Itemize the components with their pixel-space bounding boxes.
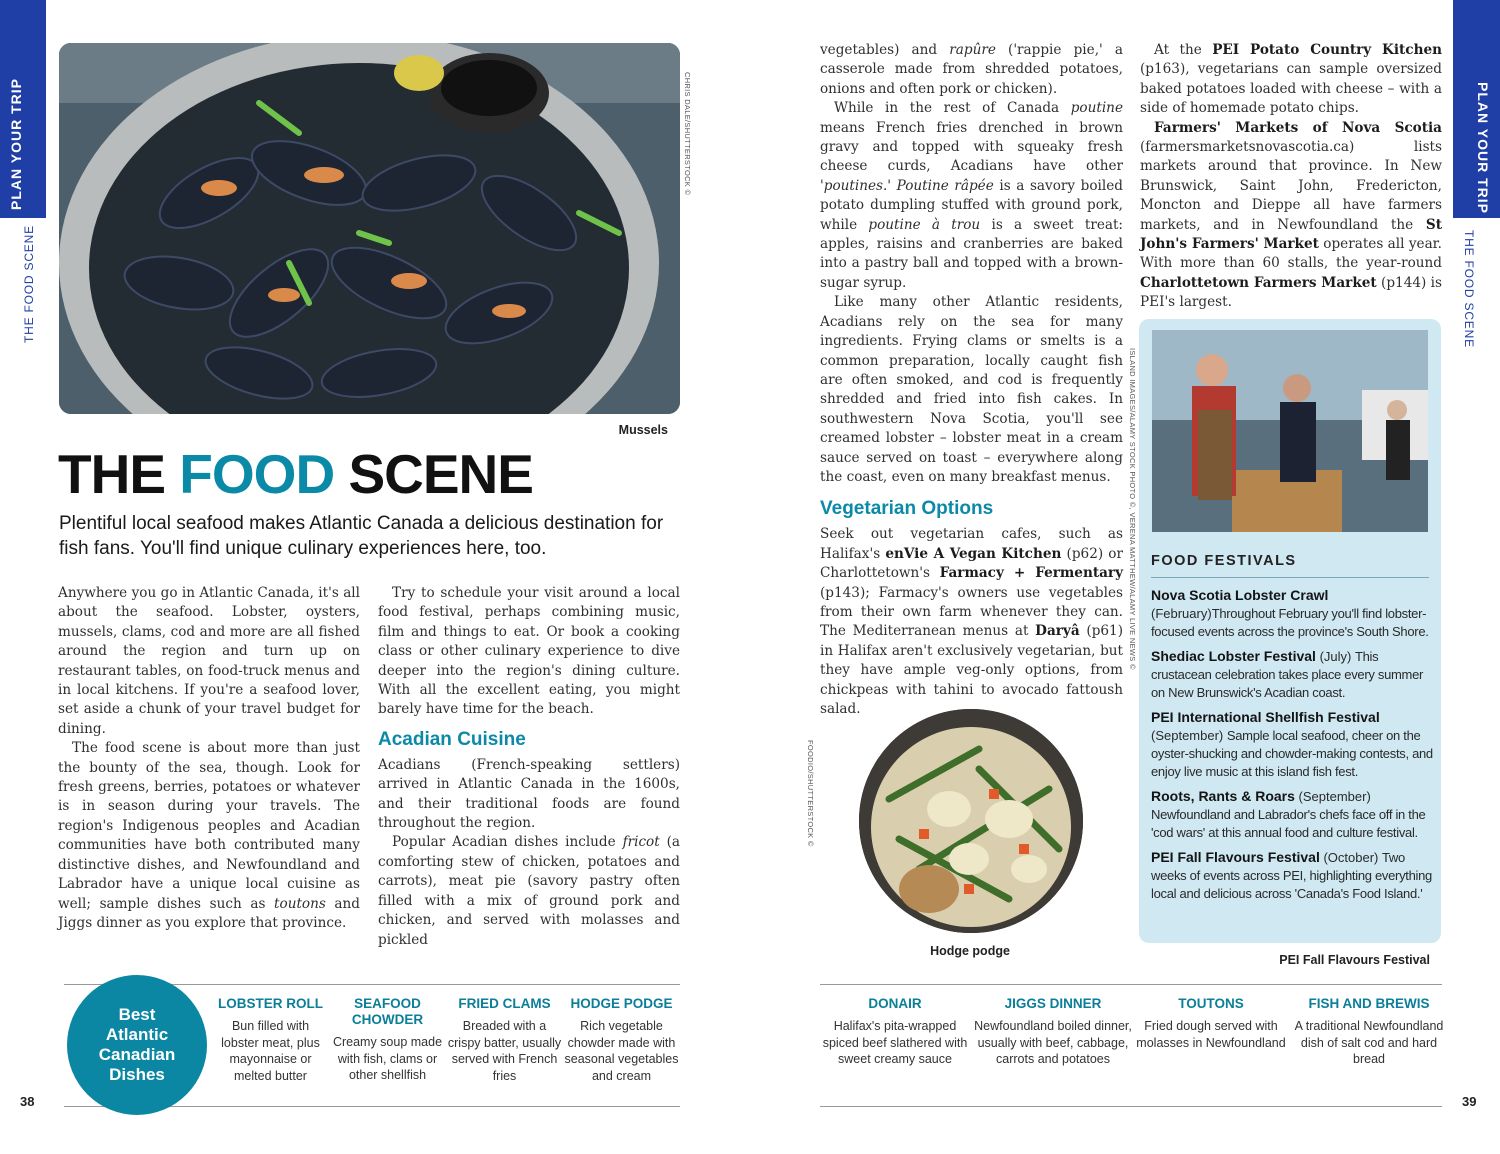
dish-item — [212, 996, 329, 1084]
col2-paragraph-1: Try to schedule your visit around a local food festival, perhaps combining music, film and things to eat. Or book a cooking class or other culinary experience to dive deeper into the region's dining culture. With all the excellent eating, you might barely have time for the beach. — [378, 585, 680, 718]
dish-name: LOBSTER ROLL — [218, 996, 323, 1011]
col1-paragraph-2: The food scene is about more than just the bounty of the sea, though. Look for fresh greens, berries, potatoes or whatever is in season during your travels. The region's Indigenous peoples and Acadian communities have both contributed many distinctive dishes, and Newfoundland and Labrador have a unique local cuisine as well; sample dishes such as toutons and Jiggs dinner as you explore that province. — [58, 740, 360, 931]
dish-description: Breaded with a crispy batter, usually served with French fries — [447, 1019, 562, 1083]
mussels-illustration — [59, 43, 680, 414]
dish-item — [1290, 996, 1448, 1068]
best-dishes-badge-text: Best Atlantic Canadian Dishes — [98, 1005, 176, 1084]
festival-when: (September) — [1294, 789, 1371, 804]
festival-photo — [1152, 330, 1428, 532]
dish-name: DONAIR — [868, 996, 922, 1011]
dish-description: Fried dough served with molasses in Newfoundland — [1136, 1019, 1286, 1050]
festival-when: (October) — [1319, 850, 1382, 865]
dish-item — [816, 996, 974, 1068]
dish-description: Rich vegetable chowder made with seasonal vegetables and cream — [564, 1019, 679, 1083]
col4-paragraph-2: Farmers' Markets of Nova Scotia (farmersmarketsnovascotia.ca) lists markets around that province. In New Brunswick, Saint John, Fredericton, Moncton and Dieppe all have farmers markets, and in Newfoundland the St John's Farmers' Market operates all year. With more than 60 stalls, the year-round Charlottetown Farmers Market (p144) is PEI's largest. — [1140, 119, 1442, 311]
hodge-podge-caption: Hodge podge — [930, 944, 1010, 958]
dish-item — [1132, 996, 1290, 1068]
col3-paragraph-3: Like many other Atlantic residents, Acadians rely on the sea for many ingredients. Frying clams or smelts is a common preparation, locally caught fish are often smoked, and cod is frequently shredded and fried into fish cakes. In southwestern Nova Scotia, you'll see creamed lobster – lobster meat in a cream sauce served on toast – everywhere along the coast, even on many breakfast menus. — [820, 294, 1123, 485]
dish-name: SEAFOOD CHOWDER — [351, 996, 424, 1027]
mussels-caption: Mussels — [618, 423, 668, 437]
dish-item — [329, 996, 446, 1084]
festival-item — [1151, 708, 1433, 781]
dish-item — [974, 996, 1132, 1068]
intro-text: Plentiful local seafood makes Atlantic Canada a delicious destination for fish fans. You'll find unique culinary experiences here, too. — [59, 513, 664, 559]
body-column-4 — [1140, 41, 1442, 313]
dish-name: JIGGS DINNER — [1004, 996, 1102, 1011]
festival-when: (February) — [1151, 606, 1212, 621]
mussels-photo-credit: CHRIS DALE/SHUTTERSTOCK © — [683, 72, 692, 196]
dish-description: Newfoundland boiled dinner, usually with beef, cabbage, carrots and potatoes — [974, 1019, 1132, 1066]
festival-description: Throughout February you'll find lobster-focused events across the province's South Shore. — [1151, 606, 1429, 639]
food-festivals-divider — [1151, 577, 1429, 578]
festival-name: PEI Fall Flavours Festival — [1151, 849, 1320, 865]
festival-illustration — [1152, 330, 1428, 532]
title-part-1: THE — [58, 443, 180, 505]
col1-paragraph-1: Anywhere you go in Atlantic Canada, it's all about the seafood. Lobster, oysters, mussels, clams, cod and more are all fished around the region and turn up on restaurant tables, on food-truck menus and in local kitchens. If you're a seafood lover, set aside a chunk of your travel budget for dining. — [58, 585, 360, 737]
page-number-right: 39 — [1462, 1094, 1477, 1109]
page-number-left: 38 — [20, 1094, 35, 1109]
festival-description: Two weeks of events across PEI, highlighting everything local and delicious across 'Canada's Food Island.' — [1151, 850, 1432, 901]
dish-name: HODGE PODGE — [570, 996, 673, 1011]
festival-description: This crustacean celebration takes place every summer on New Brunswick's Acadian coast. — [1151, 649, 1424, 700]
festival-when: (September) — [1151, 728, 1227, 743]
side-tab-plan-text-left: PLAN YOUR TRIP — [8, 78, 24, 210]
festival-description: Sample local seafood, cheer on the oyster-shucking and chowder-making contests, and enjoy live music at this island fish fest. — [1151, 728, 1433, 779]
dish-name: FRIED CLAMS — [458, 996, 551, 1011]
body-column-2 — [378, 584, 680, 950]
hodge-podge-photo — [859, 709, 1083, 933]
dish-description: Bun filled with lobster meat, plus mayonnaise or melted butter — [221, 1019, 320, 1083]
festival-item — [1151, 647, 1433, 702]
festival-item — [1151, 787, 1433, 842]
festival-item — [1151, 848, 1433, 903]
dish-description: Creamy soup made with fish, clams or other shellfish — [332, 1035, 443, 1082]
dish-description: A traditional Newfoundland dish of salt cod and hard bread — [1294, 1019, 1444, 1066]
festival-description: Newfoundland and Labrador's chefs face off in the 'cod wars' at this annual food and culture festival. — [1151, 807, 1426, 840]
hodge-podge-illustration — [859, 709, 1083, 933]
festival-name: Roots, Rants & Roars — [1151, 788, 1295, 804]
hodge-podge-photo-credit: FOODIO/SHUTTERSTOCK © — [806, 740, 815, 847]
col3-paragraph-2: While in the rest of Canada poutine means French fries drenched in brown gravy and topped with squeaky fresh cheese curds, Acadians have other 'poutines.' Poutine râpée is a savory boiled potato dumpling stuffed with ground pork, while poutine à trou is a sweet treat: apples, raisins and cranberries are baked into a pastry ball and topped with a brown-sugar syrup. — [820, 100, 1124, 291]
mussels-photo — [59, 43, 680, 414]
side-tab-section-text-right: THE FOOD SCENE — [1462, 230, 1476, 348]
festival-name: Shediac Lobster Festival — [1151, 648, 1316, 664]
side-tab-plan-text-right: PLAN YOUR TRIP — [1475, 82, 1491, 214]
dish-name: FISH AND BREWIS — [1308, 996, 1430, 1011]
festival-caption: PEI Fall Flavours Festival — [1279, 953, 1430, 967]
best-dishes-badge — [67, 975, 207, 1115]
col3-paragraph-4: Seek out vegetarian cafes, such as Halifax's enVie A Vegan Kitchen (p62) or Charlottetown's Farmacy + Fermentary (p143); Farmacy's owners use vegetables from their own farm whenever they can. The Mediterranean menus at Daryâ (p61) in Halifax aren't exclusively vegetarian, but they have ample veg-only options, from chickpeas with tahini to avocado fattoush salad. — [820, 526, 1124, 717]
side-tab-section-text-left: THE FOOD SCENE — [22, 225, 36, 343]
title-part-2: FOOD — [179, 443, 335, 505]
festival-item — [1151, 586, 1433, 641]
col2-paragraph-3: Popular Acadian dishes include fricot (a comforting stew of chicken, potatoes and carrots), meat pie (savory pastry often filled with a mix of ground pork and chicken, and served with molasses and pickled — [378, 834, 681, 948]
col3-paragraph-1: vegetables) and rapûre ('rappie pie,' a casserole made from shredded potatoes, onions and often pork or chicken). — [820, 42, 1123, 97]
festival-when: (July) — [1315, 649, 1355, 664]
dish-item — [563, 996, 680, 1084]
page-title — [58, 442, 533, 506]
best-dishes-left — [212, 996, 680, 1084]
vegetarian-options-heading: Vegetarian Options — [820, 498, 994, 520]
dish-item — [446, 996, 563, 1084]
best-dishes-bottom-rule-right — [820, 1106, 1442, 1107]
dish-description: Halifax's pita-wrapped spiced beef slathered with sweet creamy sauce — [822, 1019, 968, 1066]
best-dishes-right — [816, 996, 1448, 1068]
col4-paragraph-1: At the PEI Potato Country Kitchen (p163), vegetarians can sample oversized baked potatoes loaded with cheese – with a side of homemade potato chips. — [1140, 42, 1442, 117]
dish-name: TOUTONS — [1178, 996, 1244, 1011]
festival-photo-credit: ISLAND IMAGES/ALAMY STOCK PHOTO ©, VERENA MATTHEW/ALAMY LIVE NEWS © — [1128, 348, 1137, 670]
col2-paragraph-2: Acadians (French-speaking settlers) arrived in Atlantic Canada in the 1600s, and their traditional foods are found throughout the region. — [378, 756, 680, 832]
body-column-1 — [58, 584, 360, 933]
acadian-cuisine-heading: Acadian Cuisine — [378, 728, 526, 750]
body-column-3 — [820, 41, 1123, 719]
food-festivals-heading: FOOD FESTIVALS — [1151, 553, 1297, 569]
food-festivals-list — [1151, 586, 1433, 909]
best-dishes-top-rule-right — [820, 984, 1442, 985]
festival-name: PEI International Shellfish Festival — [1151, 709, 1380, 725]
festival-name: Nova Scotia Lobster Crawl — [1151, 587, 1329, 603]
title-part-3: SCENE — [334, 443, 533, 505]
